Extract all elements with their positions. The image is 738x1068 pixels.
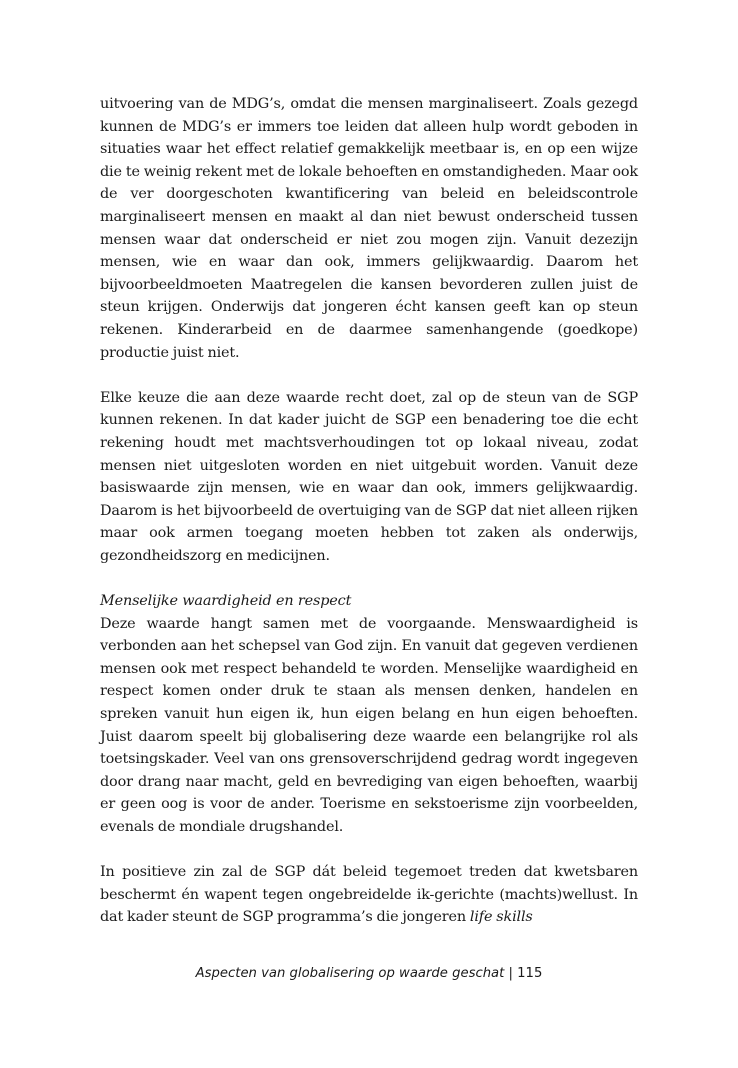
paragraph-4-italic: life skills [469, 909, 533, 926]
paragraph-gap [100, 839, 638, 862]
paragraph-4 [100, 861, 638, 929]
paragraph-gap [100, 567, 638, 590]
page-number: 115 [517, 966, 543, 981]
paragraph-3: Deze waarde hangt samen met de voorgaande. Menswaardigheid is verbonden aan het schepsel van God zijn. En vanuit dat gegeven verdienen mensen ook met respect behandeld te worden. Menselijke waardigheid en respect komen onder druk te staan als mensen denken, handelen en spreken vanuit hun eigen ik, hun eigen belang en hun eigen behoeften. Juist daarom speelt bij globalisering deze waarde een belangrijke rol als toetsingskader. Veel van ons grensoverschrijdend gedrag wordt ingegeven door drang naar macht, geld en bevrediging van eigen behoeften, waarbij er geen oog is voor de ander. Toerisme en sekstoerisme zijn voorbeelden, evenals de mondiale drugshandel. [100, 615, 638, 835]
paragraph-1: uitvoering van de MDG’s, omdat die mensen marginaliseert. Zoals gezegd kunnen de MDG’s er immers toe leiden dat alleen hulp wordt geboden in situaties waar het effect relatief gemakkelijk meetbaar is, en op een wijze die te weinig rekent met de lokale behoeften en omstandigheden. Maar ook de ver doorgeschoten kwantificering van beleid en beleidscontrole marginaliseert mensen en maakt al dan niet bewust onderscheid tussen mensen waar dat onderscheid er niet zou mogen zijn. Vanuit dezezijn mensen, wie en waar dan ook, immers gelijkwaardig. Daarom het bijvoorbeeldmoeten Maatregelen die kansen bevorderen zullen juist de steun krijgen. Onderwijs dat jongeren écht kansen geeft kan op steun rekenen. Kinderarbeid en de daarmee samenhangende (goedkope) productie juist niet. [100, 96, 638, 361]
footer-title: Aspecten van globalisering op waarde geschat [195, 966, 505, 981]
page-body [100, 93, 638, 929]
paragraph-gap [100, 364, 638, 387]
paragraph-4-text: In positieve zin zal de SGP dát beleid tegemoet treden dat kwetsbaren beschermt én wapent tegen ongebreidelde ik-gerichte (machts)wellust. In dat kader steunt de SGP programma’s die jongeren [100, 864, 638, 926]
footer-separator: | [508, 966, 513, 981]
page-footer [0, 965, 738, 983]
section-heading: Menselijke waardigheid en respect [100, 593, 352, 610]
paragraph-2: Elke keuze die aan deze waarde recht doet, zal op de steun van de SGP kunnen rekenen. In dat kader juicht de SGP een benadering toe die echt rekening houdt met machtsverhoudingen tot op lokaal niveau, zodat mensen niet uitgesloten worden en niet uitgebuit worden. Vanuit deze basiswaarde zijn mensen, wie en waar dan ook, immers gelijkwaardig. Daarom is het bijvoorbeeld de overtuiging van de SGP dat niet alleen rijken maar ook armen toegang moeten hebben tot zaken als onderwijs, gezondheidszorg en medicijnen. [100, 389, 638, 564]
